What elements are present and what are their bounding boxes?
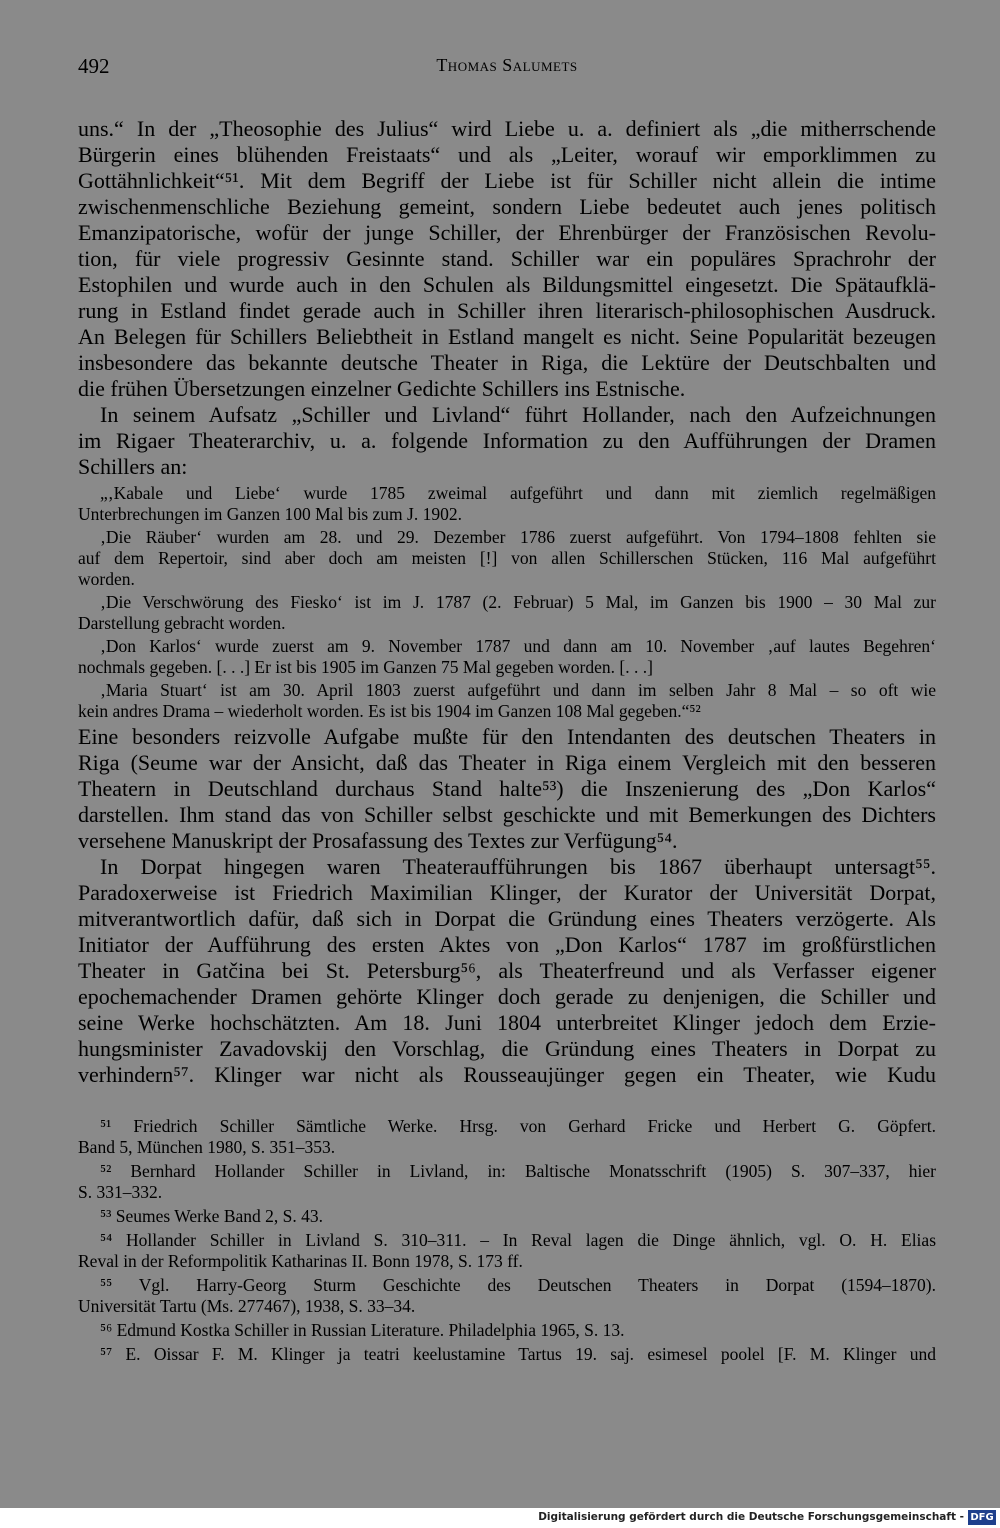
- text-line: In Dorpat hingegen waren Theateraufführungen bis 1867 überhaupt untersagt⁵⁵.: [100, 854, 936, 879]
- footnote-line: ⁵⁷ E. Oissar F. M. Klinger ja teatri keelustamine Tartus 19. saj. esimesel poolel [F. M. Klinger und: [100, 1344, 936, 1364]
- text-line: seine Werke hochschätzten. Am 18. Juni 1804 unterbreitet Klinger jedoch dem Erzie-: [78, 1010, 936, 1035]
- text-line: insbesondere das bekannte deutsche Theater in Riga, die Lektüre der Deutschbalten und: [78, 350, 936, 375]
- quote-line: ‚Maria Stuart‘ ist am 30. April 1803 zuerst aufgeführt und dann im selben Jahr 8 Mal – so oft wie: [100, 680, 936, 700]
- footnote-line: ⁵⁵ Vgl. Harry-Georg Sturm Geschichte des Deutschen Theaters in Dorpat (1594–1870).: [100, 1275, 936, 1295]
- footnote-line: ⁵⁴ Hollander Schiller in Livland S. 310–311. – In Reval lagen die Dinge ähnlich, vgl. O. H. Elias: [100, 1230, 936, 1250]
- text-line: Eine besonders reizvolle Aufgabe mußte für den Intendanten des deutschen Theaters in: [78, 724, 936, 749]
- paragraph-block-1: [78, 116, 936, 480]
- footnote-line: S. 331–332.: [78, 1182, 163, 1202]
- text-line: Riga (Seume war der Ansicht, daß das Theater in Riga einem Vergleich mit den besseren: [78, 750, 936, 775]
- quote-line: ‚Don Karlos‘ wurde zuerst am 9. November 1787 und dann am 10. November ‚auf lautes Begehren‘: [100, 636, 936, 656]
- text-line: rung in Estland findet gerade auch in Schiller ihren literarisch-philosophischen Ausdruck.: [78, 298, 936, 323]
- page-header: [78, 54, 936, 84]
- text-line: Estophilen und wurde auch in den Schulen als Bildungsmittel eingesetzt. Die Spätaufklä-: [78, 272, 936, 297]
- footnotes: [78, 1116, 936, 1365]
- main-text: [78, 116, 936, 1088]
- footnote-line: ⁵³ Seumes Werke Band 2, S. 43.: [100, 1206, 323, 1226]
- text-line: Gottähnlichkeit“⁵¹. Mit dem Begriff der Liebe ist für Schiller nicht allein die intime: [78, 168, 936, 193]
- text-line: Bürgerin eines blühenden Freistaats“ und als „Leiter, worauf wir emporklimmen zu: [78, 142, 936, 167]
- running-head: Thomas Salumets: [436, 55, 578, 75]
- text-line: Schillers an:: [78, 454, 188, 479]
- text-line: verhindern⁵⁷. Klinger war nicht als Rousseaujünger gegen ein Theater, wie Kudu: [78, 1062, 936, 1087]
- text-line: Theatern in Deutschland durchaus Stand halte⁵³) die Inszenierung des „Don Karlos“: [78, 776, 936, 801]
- text-line: tion, für viele progressiv Gesinnte stand. Schiller war ein populäres Sprachrohr der: [78, 246, 936, 271]
- text-line: epochemachender Dramen gehörte Klinger doch gerade zu denjenigen, die Schiller und: [78, 984, 936, 1009]
- footnote-line: Universität Tartu (Ms. 277467), 1938, S. 33–34.: [78, 1296, 416, 1316]
- text-line: zwischenmenschliche Beziehung gemeint, sondern Liebe bedeutet auch jenes politisch: [78, 194, 936, 219]
- quote-line: „‚Kabale und Liebe‘ wurde 1785 zweimal aufgeführt und dann mit ziemlich regelmäßigen: [100, 483, 936, 503]
- block-quote: [78, 483, 936, 722]
- quote-line: ‚Die Räuber‘ wurden am 28. und 29. Dezember 1786 zuerst aufgeführt. Von 1794–1808 fehlten sie: [100, 527, 936, 547]
- text-line: uns.“ In der „Theosophie des Julius“ wird Liebe u. a. definiert als „die mitherrschende: [78, 116, 936, 141]
- dfg-logo: DFG: [968, 1510, 996, 1525]
- quote-line: ‚Die Verschwörung des Fiesko‘ ist im J. 1787 (2. Februar) 5 Mal, im Ganzen bis 1900 – 30 Mal zur: [100, 592, 936, 612]
- footnote-line: ⁵⁶ Edmund Kostka Schiller in Russian Literature. Philadelphia 1965, S. 13.: [100, 1320, 625, 1340]
- digitization-footer: [0, 1508, 1000, 1528]
- paragraph-block-2: [78, 724, 936, 1088]
- text-line: Paradoxerweise ist Friedrich Maximilian Klinger, der Kurator der Universität Dorpat,: [78, 880, 936, 905]
- quote-line: auf dem Repertoir, sind aber doch am meisten [!] von allen Schillerschen Stücken, 116 Mal aufgeführt: [78, 548, 936, 568]
- text-line: im Rigaer Theaterarchiv, u. a. folgende Information zu den Aufführungen der Dramen: [78, 428, 936, 453]
- text-line: Theater in Gatčina bei St. Petersburg⁵⁶, als Theaterfreund und als Verfasser eigener: [78, 958, 936, 983]
- text-line: versehene Manuskript der Prosafassung des Textes zur Verfügung⁵⁴.: [78, 828, 678, 853]
- quote-line: Unterbrechungen im Ganzen 100 Mal bis zum J. 1902.: [78, 504, 462, 524]
- page-number: 492: [78, 54, 110, 78]
- text-line: Initiator der Aufführung des ersten Aktes von „Don Karlos“ 1787 im großfürstlichen: [78, 932, 936, 957]
- funding-credit: Digitalisierung gefördert durch die Deutsche Forschungsgemeinschaft -: [538, 1511, 964, 1523]
- text-line: darstellen. Ihm stand das von Schiller selbst geschickte und mit Bemerkungen des Dichters: [78, 802, 936, 827]
- quote-line: kein andres Drama – wiederholt worden. Es ist bis 1904 im Ganzen 108 Mal gegeben.“⁵²: [78, 701, 701, 721]
- text-line: In seinem Aufsatz „Schiller und Livland“ führt Hollander, nach den Aufzeichnungen: [100, 402, 936, 427]
- quote-line: nochmals gegeben. [. . .] Er ist bis 1905 im Ganzen 75 Mal gegeben worden. [. . .]: [78, 657, 653, 677]
- footnote-line: ⁵² Bernhard Hollander Schiller in Livland, in: Baltische Monatsschrift (1905) S. 307–337, hier: [100, 1161, 936, 1181]
- quote-line: worden.: [78, 569, 135, 589]
- text-line: Emanzipatorische, wofür der junge Schiller, der Ehrenbürger der Französischen Revolu-: [78, 220, 936, 245]
- text-line: hungsminister Zavadovskij den Vorschlag, die Gründung eines Theaters in Dorpat zu: [78, 1036, 936, 1061]
- footnote-line: ⁵¹ Friedrich Schiller Sämtliche Werke. Hrsg. von Gerhard Fricke und Herbert G. Göpfert.: [100, 1116, 936, 1136]
- quote-line: Darstellung gebracht worden.: [78, 613, 286, 633]
- footnote-line: Band 5, München 1980, S. 351–353.: [78, 1137, 336, 1157]
- text-line: die frühen Übersetzungen einzelner Gedichte Schillers ins Estnische.: [78, 376, 686, 401]
- text-line: An Belegen für Schillers Beliebtheit in Estland mangelt es nicht. Seine Popularität bezeugen: [78, 324, 936, 349]
- footnote-line: Reval in der Reformpolitik Katharinas II. Bonn 1978, S. 173 ff.: [78, 1251, 523, 1271]
- text-line: mitverantwortlich dafür, daß sich in Dorpat die Gründung eines Theaters verzögerte. Als: [78, 906, 936, 931]
